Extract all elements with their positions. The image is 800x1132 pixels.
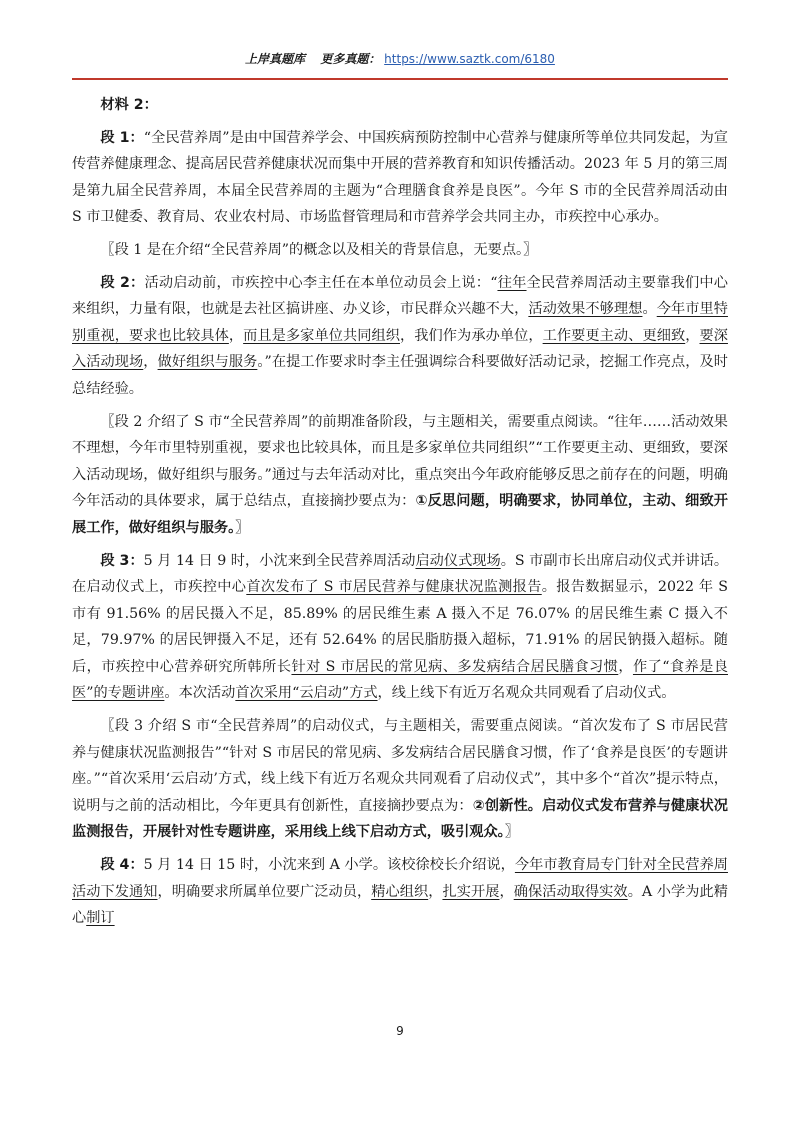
key-point-1: ①反思问题，明确要求，协同单位，主动、细致开展工作，做好组织与服务。 — [72, 493, 728, 536]
header-brand: 上岸真题库 — [245, 52, 306, 66]
header-more-label: 更多真题： — [320, 52, 381, 66]
paragraph-2: 段 2：活动启动前，市疾控中心李主任在本单位动员会上说：“往年全民营养周活动主要靠我们中心来组织，力量有限，也就是去社区搞讲座、办义诊，市民群众兴趣不大，活动效果不够理想。今年市里特别重视，要求也比较具体，而且是多家单位共同组织，我们作为承办单位，工作要更主动、更细致，要深入活动现场，做好组织与服务。”在提工作要求时李主任强调综合科要做好活动记录，挖掘工作亮点，及时总结经验。 — [72, 274, 728, 397]
paragraph-label: 段 2： — [100, 274, 145, 291]
header-divider — [72, 78, 728, 80]
page-number: 9 — [396, 1024, 404, 1038]
header-url-link[interactable]: https://www.saztk.com/6180 — [384, 52, 555, 66]
paragraph-1: 段 1：“全民营养周”是由中国营养学会、中国疾病预防控制中心营养与健康所等单位共同发起，为宣传营养健康理念、提高居民营养健康状况而集中开展的营养教育和知识传播活动。2023 年 5 月的第三周是第九届全民营养周，本届全民营养周的主题为“合理膳食食养是良医”。今年 S 市的全民营养周活动由 S 市卫健委、教育局、农业农村局、市场监督管理局和市营养学会共同主办，市疾控中心承办。 — [72, 129, 728, 226]
note-3: 〖段 3 介绍 S 市“全民营养周”的启动仪式，与主题相关，需要重点阅读。“首次发布了 S 市居民营养与健康状况监测报告”“针对 S 市居民的常见病、多发病结合居民膳食习惯，作了‘食养是良医’的专题讲座。”“首次采用‘云启动’方式，线上线下有近万名观众共同观看了启动仪式”，其中多个“首次”提示特点，说明与之前的活动相比，今年更具有创新性，直接摘抄要点为：②创新性。启动仪式发布营养与健康状况监测报告，开展针对性专题讲座，采用线上线下启动方式，吸引观众。〗 — [72, 718, 728, 841]
note-2: 〖段 2 介绍了 S 市“全民营养周”的前期准备阶段，与主题相关，需要重点阅读。“往年……活动效果不理想，今年市里特别重视，要求也比较具体，而且是多家单位共同组织”“工作要更主动、更细致，要深入活动现场，做好组织与服务。”通过与去年活动对比，重点突出今年政府能够反思之前存在的问题，明确今年活动的具体要求，属于总结点，直接摘抄要点为：①反思问题，明确要求，协同单位，主动、细致开展工作，做好组织与服务。〗 — [72, 413, 728, 536]
paragraph-label: 段 3： — [100, 552, 144, 569]
note-1: 〖段 1 是在介绍“全民营养周”的概念以及相关的背景信息，无要点。〗 — [100, 241, 538, 258]
page-header — [0, 50, 800, 67]
key-point-2: ②创新性。启动仪式发布营养与健康状况监测报告，开展针对性专题讲座，采用线上线下启动方式，吸引观众。 — [72, 797, 728, 841]
paragraph-label: 段 4： — [100, 857, 144, 874]
paragraph-4: 段 4：5 月 14 日 15 时，小沈来到 A 小学。该校徐校长介绍说，今年市教育局专门针对全民营养周活动下发通知，明确要求所属单位要广泛动员，精心组织，扎实开展，确保活动取得实效。A 小学为此精心制订 — [72, 857, 728, 927]
document-body — [72, 92, 728, 932]
paragraph-label: 段 1： — [100, 129, 144, 146]
paragraph-3: 段 3：5 月 14 日 9 时，小沈来到全民营养周活动启动仪式现场。S 市副市长出席启动仪式并讲话。在启动仪式上，市疾控中心首次发布了 S 市居民营养与健康状况监测报告。报告数据显示，2022 年 S 市有 91.56% 的居民摄入不足，85.89% 的居民维生素 A 摄入不足 76.07% 的居民维生素 C 摄入不足，79.97% 的居民钾摄入不足，还有 52.64% 的居民脂肪摄入超标，71.91% 的居民钠摄入超标。随后，市疾控中心营养研究所韩所长针对 S 市居民的常见病、多发病结合居民膳食习惯，作了“食养是良医”的专题讲座。本次活动首次采用“云启动”方式，线上线下有近万名观众共同观看了启动仪式。 — [72, 552, 729, 702]
material-title: 材料 2： — [100, 97, 158, 113]
